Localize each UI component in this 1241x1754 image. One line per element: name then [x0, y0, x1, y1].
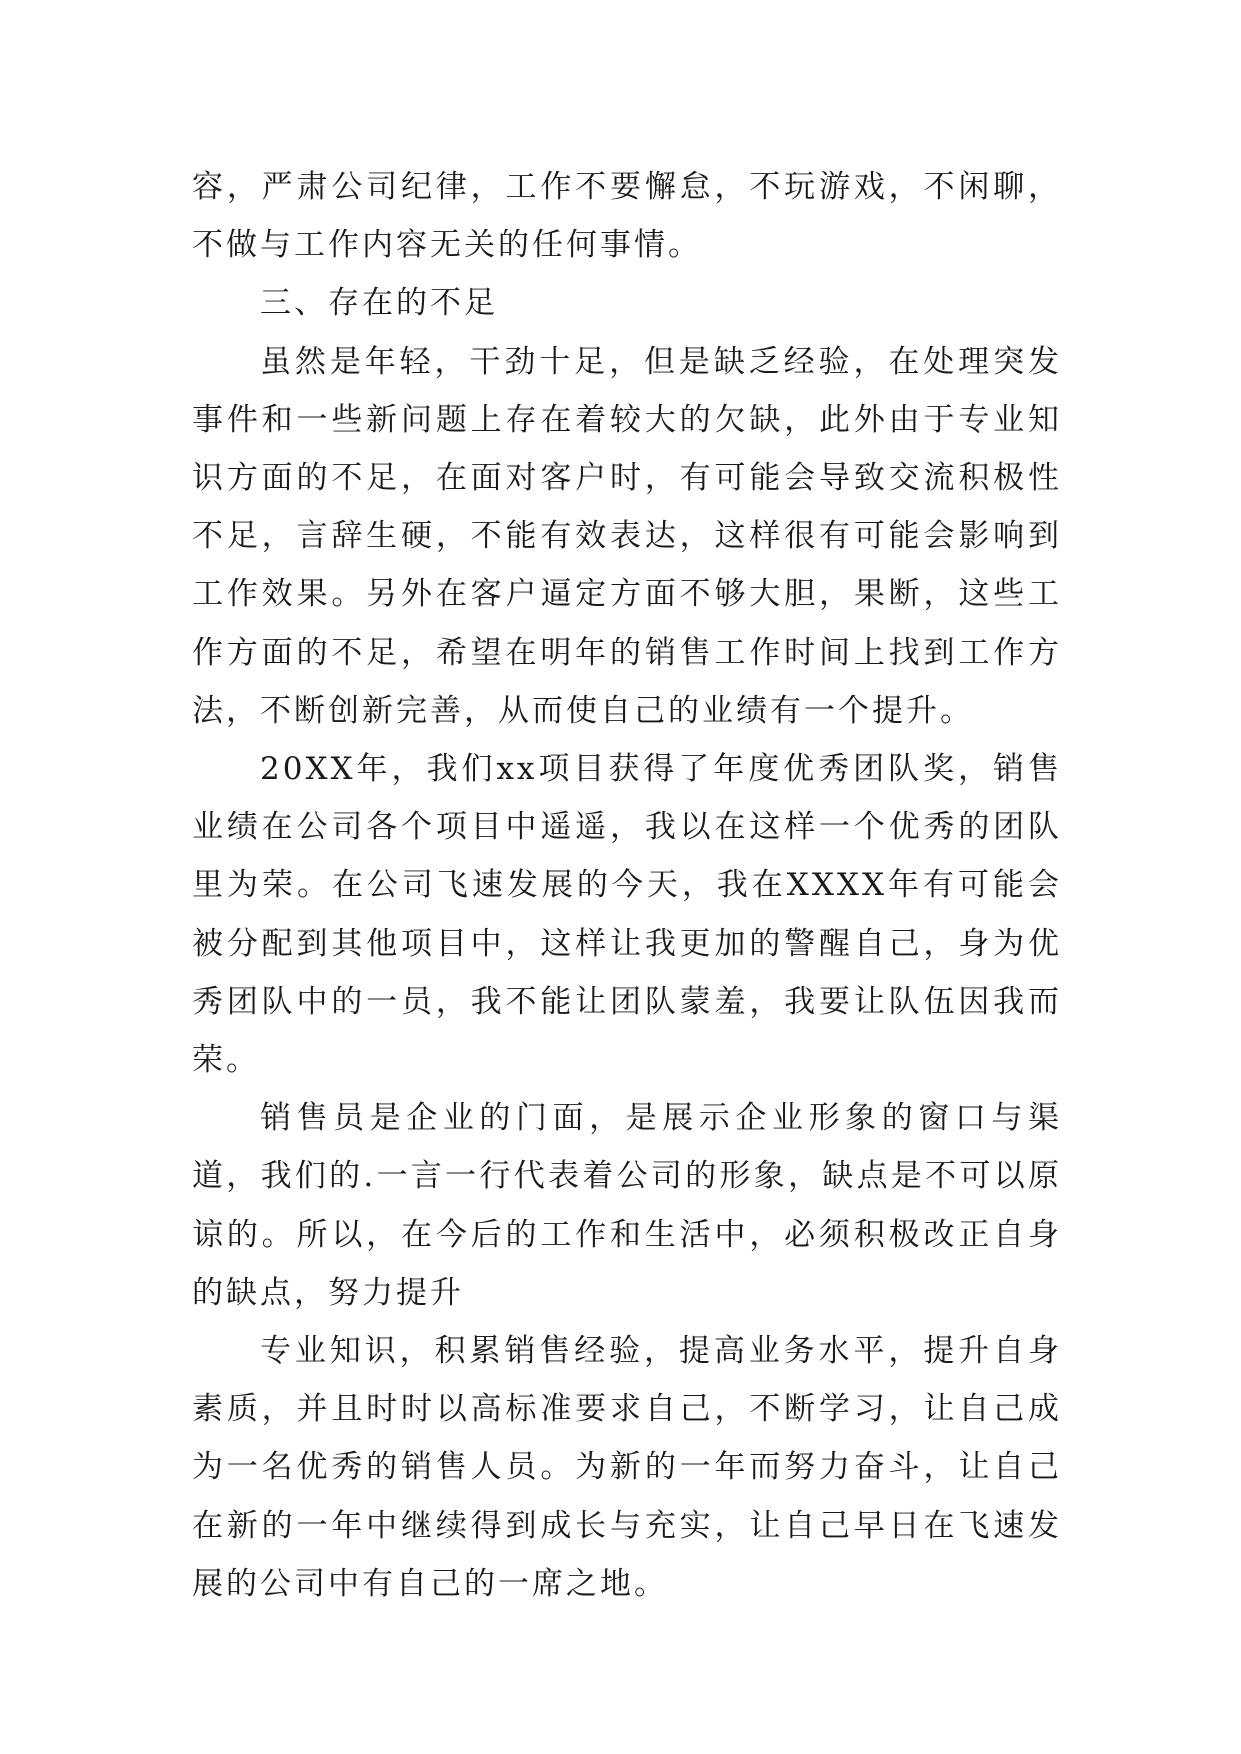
paragraph-shortcomings: 虽然是年轻，干劲十足，但是缺乏经验，在处理突发事件和一些新问题上存在着较大的欠缺，此外由于专业知识方面的不足，在面对客户时，有可能会导致交流积极性不足，言辞生硬，不能有效表达，这样很有可能会影响到工作效果。另外在客户逼定方面不够大胆，果断，这些工作方面的不足，希望在明年的销售工作时间上找到工作方法，不断创新完善，从而使自己的业绩有一个提升。 [192, 343, 1062, 729]
section-heading-shortcomings: 三、存在的不足 [260, 285, 498, 322]
paragraph-salesperson-image: 销售员是企业的门面，是展示企业形象的窗口与渠道，我们的.一言一行代表着公司的形象，缺点是不可以原谅的。所以，在今后的工作和生活中，必须积极改正自身的缺点，努力提升 [192, 1100, 1062, 1311]
paragraph-team-award: 20XX年，我们xx项目获得了年度优秀团队奖，销售业绩在公司各个项目中遥遥，我以在这样一个优秀的团队里为荣。在公司飞速发展的今天，我在XXXX年有可能会被分配到其他项目中，这样让我更加的警醒自己，身为优秀团队中的一员，我不能让团队蒙羞，我要让队伍因我而荣。 [192, 751, 1062, 1079]
paragraph-continuation: 容，严肃公司纪律，工作不要懈怠，不玩游戏，不闲聊，不做与工作内容无关的任何事情。 [192, 169, 1062, 264]
document-body [192, 158, 1062, 1613]
paragraph-self-improvement: 专业知识，积累销售经验，提高业务水平，提升自身素质，并且时时以高标准要求自己，不断学习，让自己成为一名优秀的销售人员。为新的一年而努力奋斗，让自己在新的一年中继续得到成长与充实，让自己早日在飞速发展的公司中有自己的一席之地。 [192, 1333, 1062, 1602]
